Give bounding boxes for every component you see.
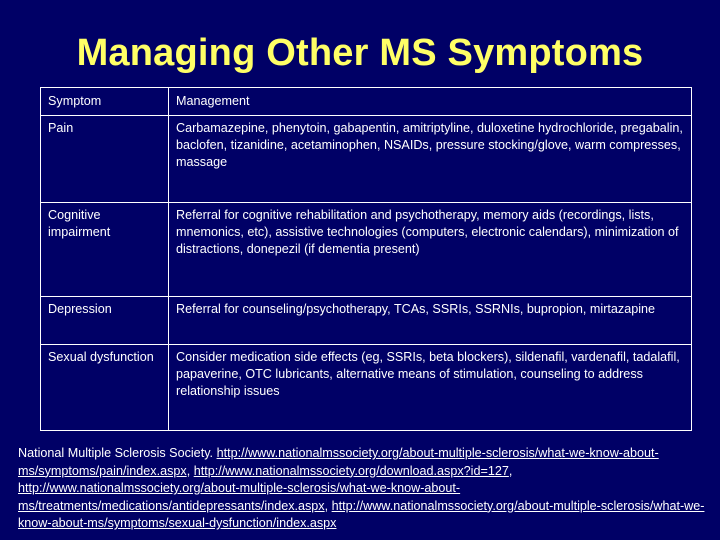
slide-title: Managing Other MS Symptoms [76,32,644,74]
symptom-cell: Pain [41,116,169,203]
management-cell: Referral for counseling/psychotherapy, TCAs, SSRIs, SSRNIs, bupropion, mirtazapine [169,297,692,345]
management-cell: Consider medication side effects (eg, SSRIs, beta blockers), sildenafil, vardenafil, tadalafil, papaverine, OTC lubricants, alternative means of stimulation, counseling to address relationship issues [169,345,692,431]
symptom-cell: Sexual dysfunction [41,345,169,431]
header-symptom: Symptom [41,88,169,116]
reference-link-download[interactable]: http://www.nationalmssociety.org/download.aspx?id=127 [193,463,509,478]
table-row [41,203,692,297]
reference-link-pain[interactable]: http://www.nationalmssociety.org/about-multiple-sclerosis/what-we-know-about-ms/symptoms/pain/index.aspx [18,446,659,478]
references [18,445,708,533]
reference-source: National Multiple Sclerosis Society. [18,446,214,460]
symptoms-table [40,87,692,431]
table-row [41,345,692,431]
management-cell: Carbamazepine, phenytoin, gabapentin, amitriptyline, duloxetine hydrochloride, pregabalin, baclofen, tizanidine, acetaminophen, NSAIDs, pressure stocking/glove, warm compresses, massage [169,116,692,203]
reference-separator: , [508,463,513,478]
reference-link-antidepressants[interactable]: http://www.nationalmssociety.org/about-multiple-sclerosis/what-we-know-about-ms/treatments/medications/antidepressants/index.aspx [18,481,461,513]
symptom-cell: Depression [41,297,169,345]
management-cell: Referral for cognitive rehabilitation and psychotherapy, memory aids (recordings, lists, mnemonics, etc), assistive technologies (computers, electronic calendars), minimization of distractions, donepezil (if dementia present) [169,203,692,297]
table-row [41,116,692,203]
table-header-row [41,88,692,116]
reference-link-sexual-dysfunction[interactable]: http://www.nationalmssociety.org/about-multiple-sclerosis/what-we-know-about-ms/symptoms/sexual-dysfunction/index.aspx [18,498,705,530]
reference-separator: , [324,498,329,513]
reference-separator: , [186,463,191,478]
table-row [41,297,692,345]
header-management: Management [169,88,692,116]
symptom-cell: Cognitive impairment [41,203,169,297]
